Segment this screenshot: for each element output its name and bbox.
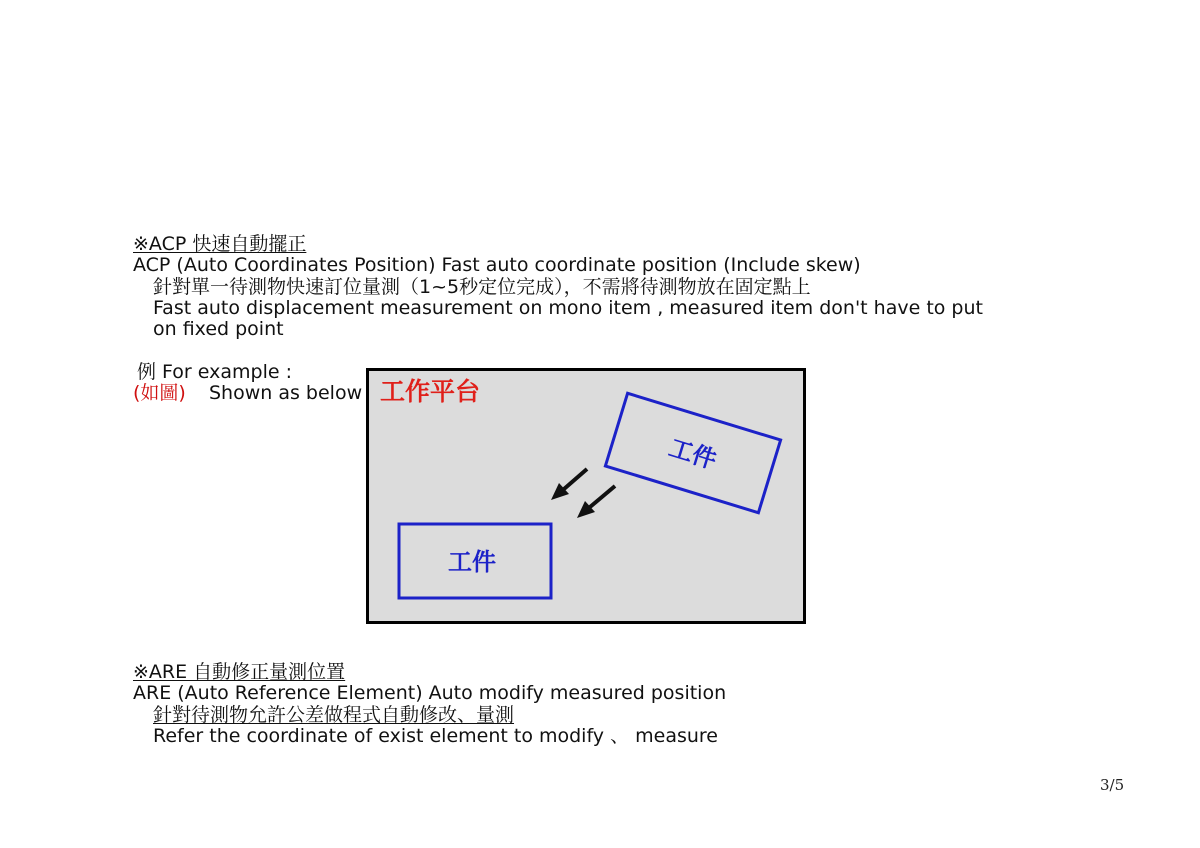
example-shown-en: Shown as below [209,382,363,404]
are-description-en: Refer the coordinate of exist element to modify 、 measure [153,725,718,747]
are-description-zh: 針對待測物允許公差做程式自動修改、量測 [153,704,515,726]
example-shown-zh: (如圖) [133,382,186,404]
acp-heading: ※ACP 快速自動擺正 [133,233,307,255]
are-heading: ※ARE 自動修正量測位置 [133,661,346,683]
example-label: 例 For example : [137,361,292,383]
acp-description-en-line2: on fixed point [153,318,284,340]
acp-description-zh: 針對單一待測物快速訂位量測（1~5秒定位完成），不需將待測物放在固定點上 [153,276,811,298]
workpiece-aligned-label: 工件 [448,548,496,576]
workpiece-skewed-label: 工件 [665,433,720,475]
are-title: ARE (Auto Reference Element) Auto modify measured position [133,682,727,704]
acp-title: ACP (Auto Coordinates Position) Fast auto coordinate position (Include skew) [133,254,861,276]
work-platform [368,370,805,623]
acp-description-en-line1: Fast auto displacement measurement on mono item , measured item don't have to put [153,297,983,319]
acp-diagram [366,368,806,624]
page-number: 3/5 [1100,776,1125,794]
work-platform-label: 工作平台 [380,377,481,406]
